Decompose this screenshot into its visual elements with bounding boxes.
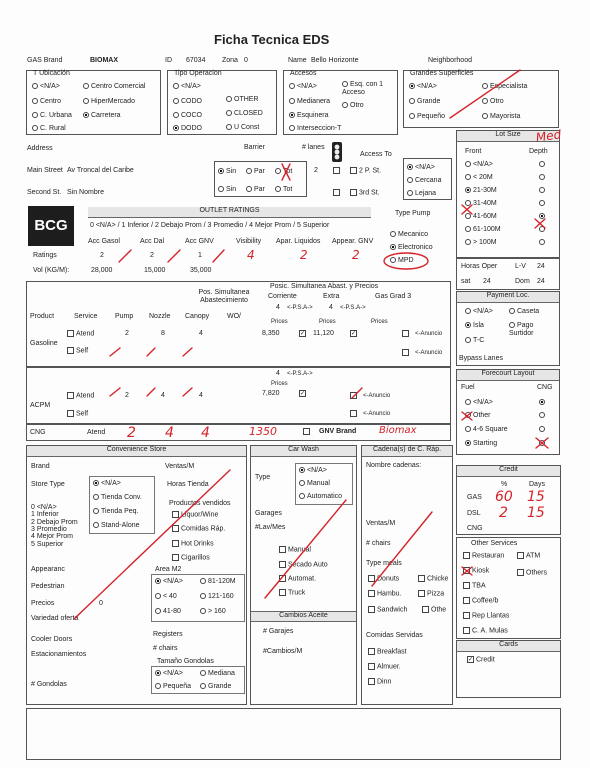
lanes-second-check[interactable] (333, 189, 342, 197)
svc-coffee[interactable]: Coffee/b (463, 597, 498, 605)
area-box (151, 574, 245, 622)
rest-group (361, 445, 453, 705)
registers-label: Registers (153, 631, 183, 638)
col-acc-dal: Acc Dal (140, 238, 165, 245)
acpm-nozzle[interactable]: 4 (161, 392, 165, 399)
second-street-2p[interactable]: 2 P. St. (350, 167, 381, 175)
ubicacion-opt-hipermercado[interactable]: HiperMercado (83, 98, 135, 106)
acpm-atend-label[interactable]: Atend (67, 392, 94, 400)
payment-caseta[interactable]: Caseta (509, 308, 539, 316)
sat-value[interactable]: 24 (483, 278, 491, 285)
pump-mpd[interactable]: MPD (390, 257, 414, 265)
accesos-opt-na[interactable]: <N/A> (289, 83, 317, 91)
lot-depth-label: Depth (529, 148, 548, 155)
prod-hot-drinks[interactable]: Hot Drinks (172, 540, 214, 548)
ubicacion-opt-c-urbana[interactable]: C. Urbana (32, 112, 72, 120)
gond-na[interactable]: <N/A> (155, 670, 183, 678)
gondolas-count-label: # Gondolas (31, 681, 67, 688)
operacion-opt-coco[interactable]: COCO (173, 112, 202, 120)
prod-comidas[interactable]: Comidas Ráp. (172, 525, 225, 533)
gasoline-label: Gasoline (30, 340, 58, 347)
lot-size-group (456, 127, 563, 258)
forecourt-group (456, 369, 560, 455)
garajes-label: # Garajes (263, 628, 294, 635)
prices-label-1: Prices (271, 319, 288, 325)
rating-apar-liquidos[interactable]: 2 (300, 248, 308, 262)
hours-group (456, 258, 560, 290)
traffic-light-icon (331, 141, 343, 167)
meal-hamburger[interactable]: Hambu. (368, 590, 402, 598)
payment-title: Payment Loc. (457, 292, 559, 303)
store-type-box (89, 476, 155, 534)
zona-label: Zona (222, 57, 238, 64)
cw-manual[interactable]: Manual (279, 546, 311, 554)
serv-breakfast[interactable]: Breakfast (368, 648, 407, 656)
serv-almuerzo[interactable]: Almuer. (368, 663, 401, 671)
pos-simultanea-label: Pos. Simultanea Abastecimiento (198, 289, 250, 305)
access-to-label: Access To (360, 151, 392, 158)
prod-liquor[interactable]: Liquor/Wine (172, 511, 218, 519)
comidas-servidas-label: Comidas Servidas (366, 632, 423, 639)
meal-other[interactable]: Othe (422, 606, 446, 614)
gas-pos-extra[interactable]: 4 (329, 304, 333, 311)
accesos-opt-interseccion[interactable]: Interseccion-T (289, 125, 341, 133)
forecourt-cng-na[interactable] (539, 399, 547, 407)
acpm-anuncio-2: <-Anuncio (363, 411, 391, 417)
neighborhood-label: Neighborhood (428, 57, 472, 64)
forecourt-cng-other[interactable] (539, 412, 547, 420)
acpm-check-2[interactable] (350, 392, 359, 400)
productos-title: Productos vendidos (169, 500, 231, 507)
credit-dsl-days[interactable]: 15 (527, 505, 545, 521)
pos-simultanea-precios-label: Posic. Simultanea Abast. y Precios (270, 283, 379, 290)
dom-label: Dom (515, 278, 530, 285)
vol-gnv[interactable]: 35,000 (190, 267, 212, 274)
forecourt-title: Forecourt Layout (457, 370, 559, 381)
cng-check[interactable] (303, 428, 312, 436)
store-brand-label: Brand (31, 463, 50, 470)
forecourt-na[interactable]: <N/A> (465, 399, 493, 407)
carwash-manual[interactable]: Manual (299, 480, 330, 488)
carwash-group (250, 445, 357, 705)
acpm-price[interactable]: 7,820 (262, 390, 280, 397)
horas-oper-label: Horas Oper (461, 263, 498, 270)
col-apar-liquidos: Apar. Liquidos (276, 238, 321, 245)
superficies-opt-especialista[interactable]: Especialista (482, 83, 527, 91)
accesos-opt-esq-1[interactable]: Esq. con 1 Acceso (342, 81, 384, 97)
gas-atend-label[interactable]: Atend (67, 330, 94, 338)
carwash-type-label: Type (255, 474, 271, 481)
gas-psa-2: <-P.S.A-> (340, 305, 366, 311)
services-group (456, 537, 561, 639)
operacion-title: Tipo Operacion (174, 70, 222, 77)
third-street[interactable]: 3rd St. (350, 189, 380, 197)
barrier-main-tot[interactable]: Tot (275, 168, 292, 176)
cw-automat[interactable]: Automat. (279, 575, 316, 583)
svc-kiosk[interactable]: Kiosk (463, 567, 489, 575)
ratings-label: Ratings (33, 252, 57, 259)
garages-label: Garages (255, 510, 282, 517)
cards-group (456, 640, 561, 698)
rating-visibility[interactable]: 4 (247, 248, 255, 262)
outlet-ratings-title: OUTLET RATINGS (88, 207, 371, 218)
operacion-group (167, 70, 277, 135)
area-121-160[interactable]: 121-160 (200, 593, 234, 601)
name-label: Name (288, 57, 307, 64)
main-street-label: Main Street (27, 167, 63, 174)
carwash-title: Car Wash (251, 446, 356, 457)
sat-label: sat (461, 278, 471, 285)
store-ventas-label: Ventas/M (165, 463, 195, 470)
acpm-canopy[interactable]: 4 (199, 392, 203, 399)
store-type-conv[interactable]: Tienda Conv. (93, 494, 142, 502)
operacion-opt-na[interactable]: <N/A> (173, 83, 201, 91)
barrier-second-tot[interactable]: Tot (275, 186, 292, 194)
col-acc-gasol: Acc Gasol (88, 238, 120, 245)
forecourt-other[interactable]: Other (465, 412, 491, 420)
rating-appear-gnv[interactable]: 2 (352, 248, 360, 262)
cooler-doors-label: Cooler Doors (31, 636, 73, 643)
main-street-value[interactable]: Av Troncal del Caribe (67, 167, 134, 174)
gas-grad3-check[interactable] (402, 330, 411, 338)
barrier-label: Barrier (244, 144, 266, 151)
payment-group (456, 291, 560, 366)
lot-front-opt[interactable]: 41-60M (465, 213, 497, 221)
gond-pequena[interactable]: Pequeña (155, 683, 191, 691)
cng-block (26, 424, 451, 441)
credit-gas-label: GAS (467, 494, 482, 501)
lot-front-opt[interactable]: 61-100M (465, 226, 501, 234)
superficies-opt-grande[interactable]: Grande (409, 98, 440, 106)
vol-gasol[interactable]: 28,000 (91, 267, 113, 274)
superficies-opt-mayorista[interactable]: Mayorista (482, 113, 520, 121)
access-to-lejana[interactable]: Lejana (407, 190, 436, 198)
acpm-pos[interactable]: 4 (276, 370, 280, 377)
access-to-box (403, 158, 452, 200)
area-lt-40[interactable]: < 40 (155, 593, 177, 601)
rest-chairs-label: # chairs (366, 540, 391, 547)
forecourt-cng-label: CNG (537, 384, 553, 391)
lot-depth-opt[interactable] (539, 187, 547, 195)
lot-front-opt[interactable]: 31-40M (465, 200, 497, 208)
rest-ventas-label: Ventas/M (366, 520, 396, 527)
ubicacion-opt-c-rural[interactable]: C. Rural (32, 125, 66, 133)
prices-label-2: Prices (319, 319, 336, 325)
carwash-type-box (295, 463, 353, 505)
acpm-prices-label: Prices (271, 381, 288, 387)
barrier-second-sin[interactable]: Sin (218, 186, 236, 194)
store-type-label: Store Type (31, 481, 65, 488)
col-service: Service (74, 313, 98, 320)
credit-group (456, 465, 561, 535)
credit-dsl-label: DSL (467, 510, 481, 517)
cambios-mes-label: #Cambios/M (263, 648, 303, 655)
accesos-opt-esquinera[interactable]: Esquinera (289, 112, 329, 120)
estacionamientos-label: Estacionamientos (31, 651, 87, 658)
superficies-opt-pequeno[interactable]: Pequeño (409, 113, 445, 121)
cambios-aceite-title: Cambios Aceite (251, 611, 356, 622)
col-appear-gnv: Appear. GNV (332, 238, 374, 245)
ubicacion-group (26, 70, 161, 135)
gas-price-extra[interactable]: 11,120 (313, 330, 334, 337)
lav-mes-label: #Lav/Mes (255, 524, 286, 531)
notes-box[interactable] (26, 708, 561, 760)
meal-pizza[interactable]: Pizza (418, 590, 444, 598)
svc-restaurant[interactable]: Restauran (463, 552, 504, 560)
operacion-opt-dodo[interactable]: DODO (173, 125, 202, 133)
acpm-psa: <-P.S.A-> (287, 371, 313, 377)
payment-na[interactable]: <N/A> (465, 308, 493, 316)
rating-acc-gnv[interactable]: 1 (198, 252, 202, 259)
outlet-scale: 0 <N/A> / 1 Inferior / 2 Debajo Prom / 3 Promedio / 4 Mejor Prom / 5 Superior (90, 222, 330, 229)
svc-others[interactable]: Others (517, 569, 547, 577)
acpm-pump[interactable]: 2 (125, 392, 129, 399)
lv-label: L-V (515, 263, 526, 270)
accesos-title: Accesos (290, 70, 317, 77)
lanes-main-value[interactable]: 2 (314, 167, 318, 174)
barrier-main-sin[interactable]: Sin (218, 168, 236, 176)
gas-corriente-check[interactable]: ✓ (300, 331, 306, 337)
bcg-logo: BCG (28, 206, 74, 246)
cng-canopy[interactable]: 4 (201, 425, 210, 441)
forecourt-cng-starting[interactable] (539, 440, 547, 448)
dom-value[interactable]: 24 (537, 278, 545, 285)
vol-dal[interactable]: 15,000 (144, 267, 166, 274)
pedestrian-label: Pedestrian (31, 583, 65, 590)
gondolas-size-title: Tamaño Gondolas (157, 658, 214, 665)
store-type-na[interactable]: <N/A> (93, 480, 121, 488)
operacion-opt-closed[interactable]: CLOSED (226, 110, 263, 118)
gond-mediana[interactable]: Mediana (200, 670, 235, 678)
pump-electronico[interactable]: Electronico (390, 244, 433, 252)
gas-psa-1: <-P.S.A-> (287, 305, 313, 311)
acpm-price-check[interactable]: ✓ (300, 391, 306, 397)
second-street-label: Second St. (27, 189, 62, 196)
store-title: Convenience Store (27, 446, 246, 457)
cng-label: CNG (30, 429, 46, 436)
store-chairs-label: # chairs (153, 645, 178, 652)
operacion-opt-codo[interactable]: CODO (173, 98, 202, 106)
gas-brand-value[interactable]: BIOMAX (90, 57, 118, 64)
gond-grande[interactable]: Grande (200, 683, 231, 691)
lot-front-opt[interactable]: <N/A> (465, 161, 493, 169)
rating-acc-gasol[interactable]: 2 (100, 252, 104, 259)
credit-pct-label: % (501, 481, 508, 488)
col-nozzle: Nozzle (149, 313, 171, 320)
gas-pos-corriente[interactable]: 4 (276, 304, 280, 311)
cw-truck[interactable]: Truck (279, 589, 305, 597)
forecourt-fuel-label: Fuel (461, 384, 475, 391)
lot-depth-opt[interactable] (539, 213, 547, 221)
type-pump-title: Type Pump (395, 210, 431, 217)
carwash-automatico[interactable]: Automatico (299, 493, 342, 501)
lanes-main-check[interactable] (333, 167, 342, 175)
meal-sandwich[interactable]: Sandwich (368, 606, 407, 614)
credit-gas-days[interactable]: 15 (527, 489, 545, 505)
area-label: Area M2 (155, 566, 182, 573)
barrier-box (214, 161, 307, 197)
col-visibility: Visibility (236, 238, 262, 245)
corriente-label: Corriente (268, 293, 297, 300)
accesos-group (283, 70, 398, 135)
acpm-anuncio-1: <-Anuncio (363, 393, 391, 399)
col-acc-gnv: Acc GNV (185, 238, 214, 245)
cng-pump[interactable]: 2 (127, 425, 136, 441)
acpm-check-3[interactable] (350, 410, 359, 418)
lot-depth-opt[interactable] (539, 239, 547, 247)
lot-front-opt[interactable]: > 100M (465, 239, 497, 247)
second-street-value[interactable]: Sin Nombre (67, 189, 104, 196)
gas-self-grad3-check[interactable] (402, 349, 411, 357)
cards-title: Cards (457, 641, 560, 652)
cw-secado[interactable]: Secado Auto (279, 561, 328, 569)
forecourt-starting[interactable]: Starting (465, 440, 497, 448)
gas-brand-label: GAS Brand (27, 57, 63, 64)
lot-front-opt[interactable]: 21-30M (465, 187, 497, 195)
area-81-120[interactable]: 81-120M (200, 578, 236, 586)
barrier-main-par[interactable]: Par (246, 168, 265, 176)
carwash-na[interactable]: <N/A> (299, 467, 327, 475)
lot-front-label: Front (465, 148, 482, 155)
precios-value[interactable]: 0 (99, 600, 103, 607)
gas-grad3-label: Gas Grad 3 (375, 293, 412, 300)
superficies-opt-na[interactable]: <N/A> (409, 83, 437, 91)
horas-tienda-label: Horas Tienda (167, 481, 209, 488)
acpm-label: ACPM (30, 402, 51, 409)
pump-mecanico[interactable]: Mecanico (390, 231, 428, 239)
acpm-block (26, 367, 451, 424)
gas-pump[interactable]: 2 (125, 330, 129, 337)
ubicacion-title: T Ubicación (33, 70, 70, 77)
services-title: Other Services (471, 540, 518, 547)
prod-cigarillos[interactable]: Cigarillos (172, 554, 210, 562)
rest-title: Cadena(s) de C. Ráp. (362, 446, 452, 457)
nombre-cadenas-label: Nombre cadenas: (366, 462, 422, 469)
ubicacion-opt-centro-comercial[interactable]: Centro Comercial (83, 83, 145, 91)
accesos-opt-otro[interactable]: Otro (342, 102, 364, 110)
vol-label: Vol (KG/M): (33, 267, 70, 274)
lot-front-opt[interactable]: < 20M (465, 174, 493, 182)
area-gt-160[interactable]: > 160 (200, 608, 226, 616)
credit-days-label: Days (529, 481, 545, 488)
name-value[interactable]: Bello Horizonte (311, 57, 359, 64)
ubicacion-opt-carretera[interactable]: Carretera (83, 112, 121, 120)
payment-tc[interactable]: T-C (465, 337, 484, 345)
prices-label-3: Prices (371, 319, 388, 325)
svc-rep-llantas[interactable]: Rep Llantas (463, 612, 509, 620)
gnv-brand-value[interactable]: Biomax (379, 425, 417, 436)
payment-isla[interactable]: Isla (465, 322, 484, 330)
store-type-stand[interactable]: Stand-Alone (93, 522, 140, 530)
ubicacion-opt-na[interactable]: <N/A> (32, 83, 60, 91)
card-credit[interactable]: ✓ Credit (468, 656, 495, 664)
access-to-cercana[interactable]: Cercana (407, 177, 441, 185)
id-label: ID (165, 57, 172, 64)
zona-value[interactable]: 0 (244, 57, 248, 64)
meal-chicken[interactable]: Chicke (418, 575, 448, 583)
precios-label: Precios (31, 600, 55, 607)
gas-self-label[interactable]: Self (67, 347, 88, 355)
forecourt-cng-square[interactable] (539, 426, 547, 434)
acpm-self-label[interactable]: Self (67, 410, 88, 418)
gondolas-box (151, 666, 245, 694)
gas-canopy[interactable]: 4 (199, 330, 203, 337)
credit-gas-pct[interactable]: 60 (495, 489, 513, 505)
svc-tba[interactable]: TBA (463, 582, 486, 590)
gas-extra-check[interactable]: ✓ (351, 331, 357, 337)
area-41-80[interactable]: 41-80 (155, 608, 181, 616)
store-type-peq[interactable]: Tienda Peq. (93, 508, 139, 516)
superficies-title: Grandes Superficies (410, 70, 474, 77)
col-canopy: Canopy (185, 313, 210, 320)
access-to-na[interactable]: <N/A> (407, 164, 435, 172)
lot-hand-note: Med (535, 127, 563, 145)
serv-dinner[interactable]: Dinn (368, 678, 391, 686)
gnv-brand-label: GNV Brand (319, 428, 357, 435)
lot-depth-opt[interactable] (539, 174, 547, 182)
cng-atend-label: Atend (87, 429, 106, 436)
ubicacion-opt-centro[interactable]: Centro (32, 98, 61, 106)
gasoline-block (26, 281, 451, 367)
forecourt-square[interactable]: 4-6 Square (465, 426, 508, 434)
credit-cng-label: CNG (467, 525, 483, 532)
lot-depth-opt[interactable] (539, 161, 547, 169)
cng-price[interactable]: 1350 (249, 425, 277, 438)
payment-pago-surtidor[interactable]: Pago Surtidor (509, 322, 534, 338)
type-meals-label: Type meals (366, 560, 402, 567)
address-label: Address (27, 145, 53, 152)
accesos-opt-medianera[interactable]: Medianera (289, 98, 330, 106)
meal-donuts[interactable]: Donuts (368, 575, 399, 583)
lot-size-title: Lot Size (457, 131, 559, 142)
id-value[interactable]: 67034 (186, 57, 206, 64)
col-wo: WO/ (227, 313, 241, 320)
area-na[interactable]: <N/A> (155, 578, 183, 586)
gas-price-corriente[interactable]: 8,350 (262, 330, 280, 337)
bypass-lanes-label: Bypass Lanes (459, 355, 503, 362)
gas-anuncio-1: <-Anuncio (415, 331, 443, 337)
credit-dsl-pct[interactable]: 2 (499, 505, 508, 521)
variedad-label: Variedad oferta (31, 615, 79, 622)
superficies-opt-otro[interactable]: Otro (482, 98, 504, 106)
appearance-label: Appearanc (31, 566, 65, 573)
barrier-second-par[interactable]: Par (246, 186, 265, 194)
superficies-group (403, 70, 559, 128)
rating-acc-dal[interactable]: 2 (150, 252, 154, 259)
cng-nozzle[interactable]: 4 (165, 425, 174, 441)
operacion-opt-u-const[interactable]: U Const (226, 124, 259, 132)
gas-nozzle[interactable]: 8 (161, 330, 165, 337)
operacion-opt-other[interactable]: OTHER (226, 96, 259, 104)
lanes-label: # lanes (302, 144, 325, 151)
svc-ca-mulas[interactable]: C. A. Mulas (463, 627, 508, 635)
svc-atm[interactable]: ATM (517, 552, 540, 560)
lot-depth-opt[interactable] (539, 226, 547, 234)
credit-title: Credit (457, 466, 560, 477)
col-pump: Pump (115, 313, 134, 320)
col-product: Product (30, 313, 55, 320)
store-scale: 0 <N/A> 1 Inferior 2 Debajo Prom 3 Promedio 4 Mejor Prom 5 Superior (31, 504, 78, 548)
lv-value[interactable]: 24 (537, 263, 545, 270)
extra-label: Extra (323, 293, 340, 300)
gas-anuncio-2: <-Anuncio (415, 350, 443, 356)
form-title: Ficha Tecnica EDS (214, 32, 330, 47)
store-group (26, 445, 247, 705)
lot-depth-opt[interactable] (539, 200, 547, 208)
